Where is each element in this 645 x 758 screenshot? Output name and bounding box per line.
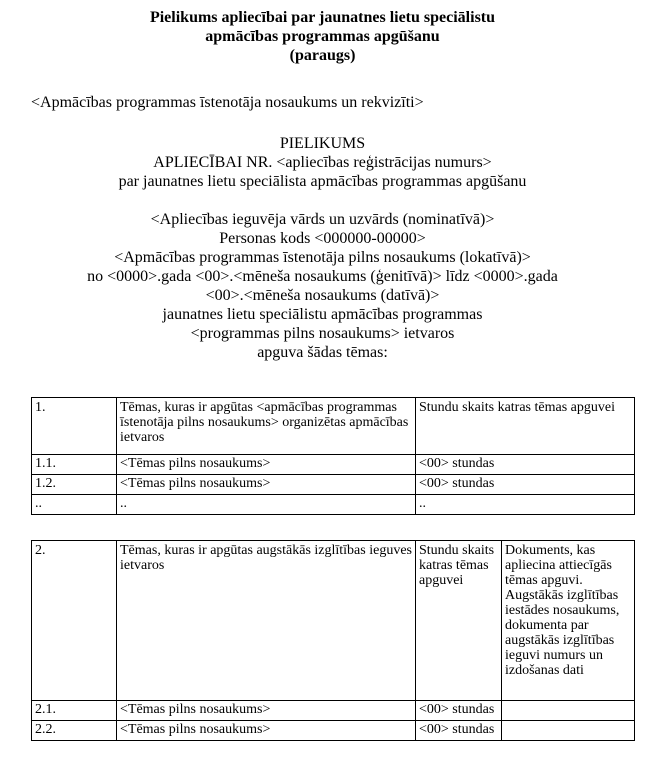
row-document-cell <box>502 701 635 721</box>
table-header-row <box>32 398 635 455</box>
annex-heading: PIELIKUMS <box>279 135 366 152</box>
row-num-cell: .. <box>32 495 117 515</box>
row-document-cell <box>502 721 635 741</box>
row-hours-cell: .. <box>416 495 635 515</box>
period-line-1: no <0000>.gada <00>.<mēneša nosaukums (ģenitīvā)> līdz <0000>.gada <box>87 268 558 285</box>
table-row <box>32 721 635 741</box>
table-row <box>32 455 635 475</box>
row-topic-cell: <Tēmas pilns nosaukums> <box>117 455 416 475</box>
table-row <box>32 701 635 721</box>
row-hours-cell: <00> stundas <box>416 721 502 741</box>
program-line-1: jaunatnes lietu speciālistu apmācības programmas <box>162 306 483 323</box>
row-hours-cell: <00> stundas <box>416 455 635 475</box>
program-topics-table <box>31 397 635 515</box>
row-num-cell: 2.1. <box>32 701 117 721</box>
row-hours-cell: <00> stundas <box>416 701 502 721</box>
title-line-1: Pielikums apliecībai par jaunatnes lietu speciālistu <box>149 9 496 26</box>
header-topic-cell: Tēmas, kuras ir apgūtas augstākās izglītības ieguves ietvaros <box>117 541 416 701</box>
holder-name-line: <Apliecības ieguvēja vārds un uzvārds (nominatīvā)> <box>150 211 495 228</box>
header-topic-cell: Tēmas, kuras ir apgūtas <apmācības programmas īstenotāja pilns nosaukums> organizētas apmācības ietvaros <box>117 398 416 455</box>
row-num-cell: 1.2. <box>32 475 117 495</box>
header-hours-cell: Stundu skaits katras tēmas apguvei <box>416 541 502 701</box>
personal-code-line: Personas kods <000000-00000> <box>219 230 426 247</box>
certificate-purpose-line: par jaunatnes lietu speciālista apmācības programmas apgūšanu <box>118 173 527 190</box>
header-document-cell: Dokuments, kas apliecina attiecīgās tēmas apguvi. Augstākās izglītības iestādes nosaukums, dokumenta par augstākās izglītības ieguvi numurs un izdošanas dati <box>502 541 635 701</box>
header-num-cell: 1. <box>32 398 117 455</box>
row-num-cell: 2.2. <box>32 721 117 741</box>
topics-intro-line: apguva šādas tēmas: <box>257 344 388 361</box>
implementer-requisites: <Apmācības programmas īstenotāja nosaukums un rekvizīti> <box>31 94 424 111</box>
period-line-2: <00>.<mēneša nosaukums (datīvā)> <box>205 287 440 304</box>
table-row <box>32 475 635 495</box>
certificate-number-line: APLIECĪBAI NR. <apliecības reģistrācijas numurs> <box>153 154 492 171</box>
header-hours-cell: Stundu skaits katras tēmas apguvei <box>416 398 635 455</box>
title-line-2: apmācības programmas apgūšanu <box>205 28 440 45</box>
table-header-row <box>32 541 635 701</box>
higher-education-topics-table <box>31 540 635 741</box>
annex-header <box>0 134 645 362</box>
implementer-name-line: <Apmācības programmas īstenotāja pilns nosaukums (lokatīvā)> <box>114 249 531 266</box>
row-num-cell: 1.1. <box>32 455 117 475</box>
row-topic-cell: <Tēmas pilns nosaukums> <box>117 475 416 495</box>
table-row <box>32 495 635 515</box>
row-hours-cell: <00> stundas <box>416 475 635 495</box>
row-topic-cell: <Tēmas pilns nosaukums> <box>117 701 416 721</box>
row-topic-cell: <Tēmas pilns nosaukums> <box>117 721 416 741</box>
program-line-2: <programmas pilns nosaukums> ietvaros <box>190 325 455 342</box>
document-title <box>0 8 645 65</box>
header-num-cell: 2. <box>32 541 117 701</box>
row-topic-cell: .. <box>117 495 416 515</box>
title-line-3: (paraugs) <box>289 47 356 64</box>
